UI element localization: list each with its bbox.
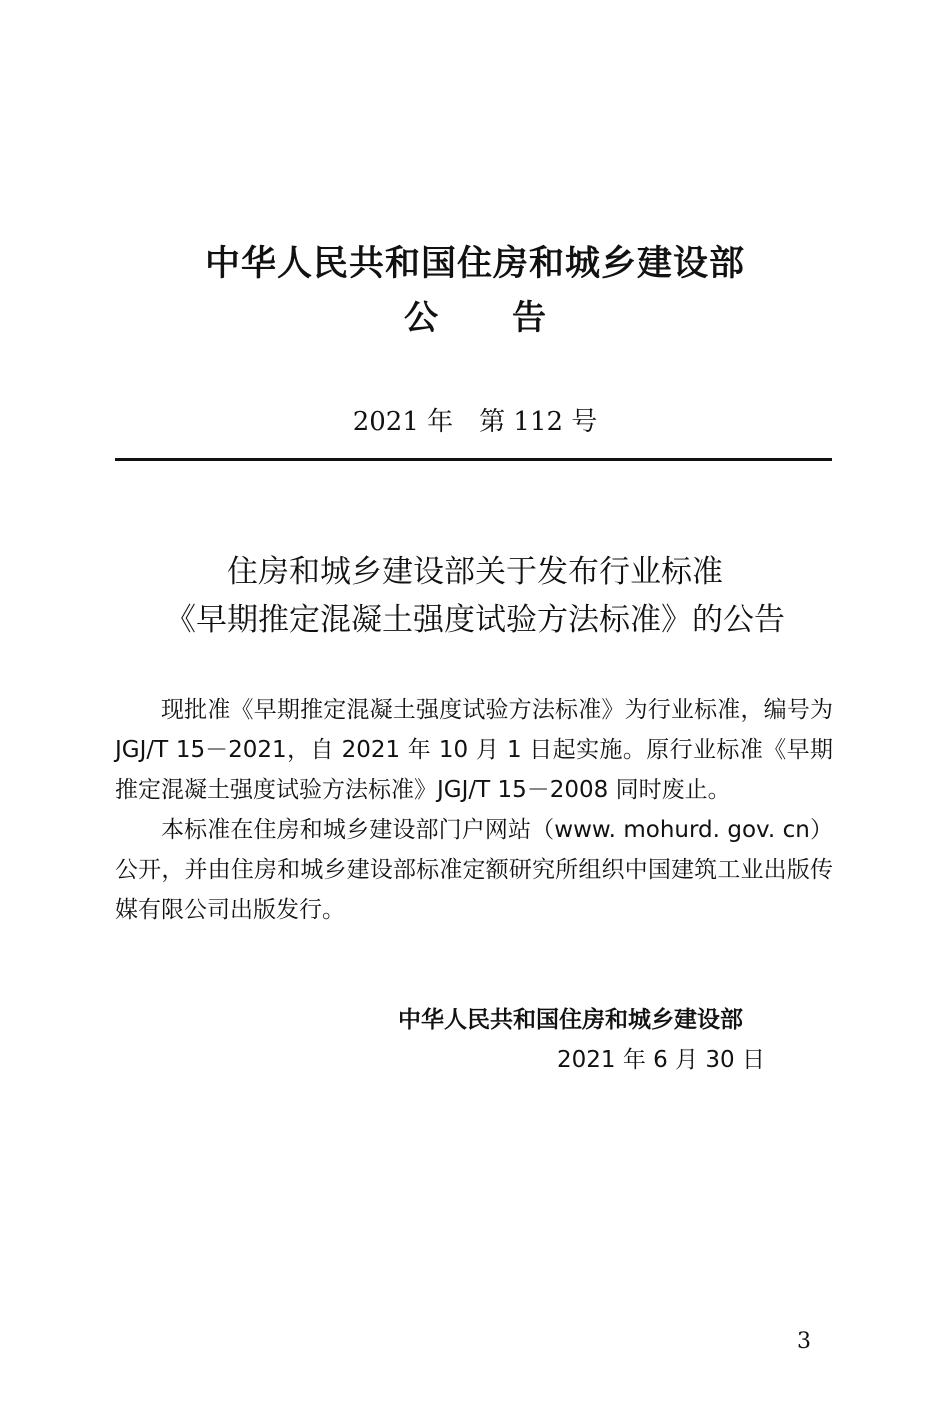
- document-title-line-1: 住房和城乡建设部关于发布行业标准: [227, 554, 723, 590]
- notice-heading: [0, 292, 950, 344]
- header-divider: [115, 458, 832, 461]
- notice-char-gao: 告: [512, 298, 546, 338]
- signature-date: 2021 年 6 月 30 日: [557, 1047, 765, 1073]
- body-paragraph-2: 本标准在住房和城乡建设部门户网站（www. mohurd. gov. cn）公开，并由住房和城乡建设部标准定额研究所组织中国建筑工业出版传媒有限公司出版发行。: [115, 817, 833, 923]
- ministry-heading: 中华人民共和国住房和城乡建设部: [204, 244, 745, 284]
- notice-char-gong: 公: [404, 298, 438, 338]
- body-paragraph-1: 现批准《早期推定混凝土强度试验方法标准》为行业标准，编号为 JGJ/T 15－2021，自 2021 年 10 月 1 日起实施。原行业标准《早期推定混凝土强度试验方法标准》JGJ/T 15－2008 同时废止。: [115, 697, 833, 803]
- page-number: 3: [797, 1329, 811, 1354]
- document-title-line-2: 《早期推定混凝土强度试验方法标准》的公告: [165, 602, 785, 638]
- signature-organization: 中华人民共和国住房和城乡建设部: [398, 1007, 743, 1033]
- issue-number: 2021 年 第 112 号: [352, 407, 598, 437]
- body-text: [115, 690, 833, 930]
- document-title: [0, 548, 950, 644]
